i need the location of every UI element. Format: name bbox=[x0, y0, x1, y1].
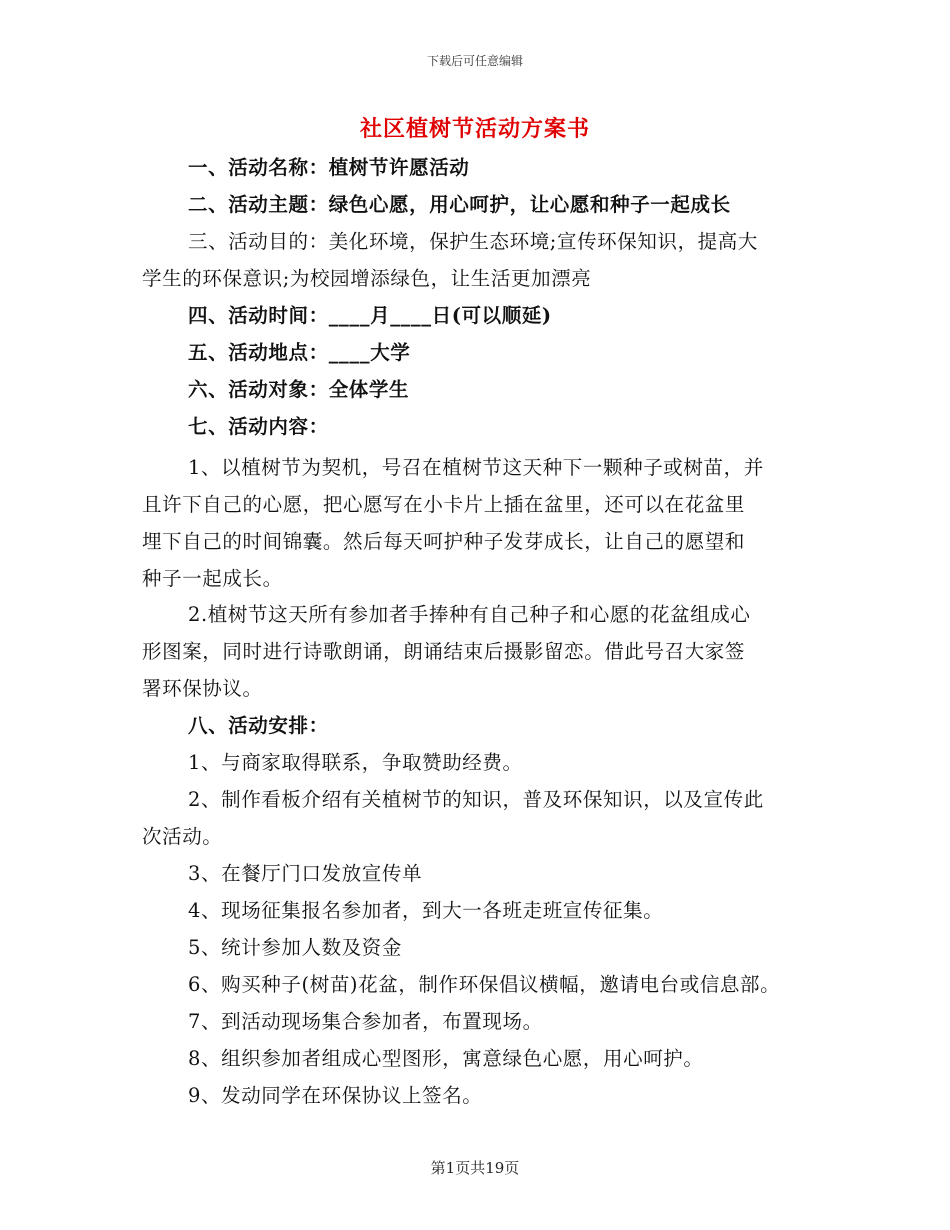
arrangement-step-4: 4、现场征集报名参加者，到大一各班走班宣传征集。 bbox=[188, 899, 664, 922]
arrangement-step-8: 8、组织参加者组成心型图形，寓意绿色心愿，用心呵护。 bbox=[188, 1047, 704, 1070]
document-title: 社区植树节活动方案书 bbox=[359, 116, 590, 142]
page-footer: 第1页共19页 bbox=[430, 1159, 520, 1177]
item-activity-time: 四、活动时间：____月____日(可以顺延) bbox=[188, 304, 552, 327]
arrangement-step-2: 2、制作看板介绍有关植树节的知识，普及环保知识，以及宣传此 bbox=[188, 788, 764, 811]
content-paragraph-1: 1、以植树节为契机，号召在植树节这天种下一颗种子或树苗，并 bbox=[188, 456, 764, 479]
item-activity-arrangement: 八、活动安排： bbox=[188, 714, 329, 737]
item-activity-content: 七、活动内容： bbox=[188, 415, 329, 438]
item-activity-theme: 二、活动主题：绿色心愿，用心呵护，让心愿和种子一起成长 bbox=[188, 193, 731, 216]
item-activity-name: 一、活动名称：植树节许愿活动 bbox=[188, 156, 470, 179]
content-paragraph-1-line-4: 种子一起成长。 bbox=[142, 567, 283, 590]
item-activity-purpose: 三、活动目的：美化环境，保护生态环境;宣传环保知识，提高大 bbox=[188, 230, 758, 253]
item-activity-place: 五、活动地点：____大学 bbox=[188, 341, 411, 364]
arrangement-step-2-cont: 次活动。 bbox=[142, 825, 223, 848]
arrangement-step-9: 9、发动同学在环保协议上签名。 bbox=[188, 1084, 483, 1107]
item-activity-target: 六、活动对象：全体学生 bbox=[188, 378, 410, 401]
content-paragraph-2-line-2: 形图案，同时进行诗歌朗诵，朗诵结束后摄影留恋。借此号召大家签 bbox=[142, 640, 746, 663]
content-paragraph-1-line-3: 埋下自己的时间锦囊。然后每天呵护种子发芽成长，让自己的愿望和 bbox=[142, 530, 746, 553]
item-activity-purpose-cont: 学生的环保意识;为校园增添绿色，让生活更加漂亮 bbox=[142, 267, 592, 290]
arrangement-step-3: 3、在餐厅门口发放宣传单 bbox=[188, 862, 423, 885]
content-paragraph-2-line-3: 署环保协议。 bbox=[142, 677, 263, 700]
arrangement-step-5: 5、统计参加人数及资金 bbox=[188, 936, 403, 959]
header-note: 下载后可任意编辑 bbox=[426, 54, 523, 68]
content-paragraph-1-line-2: 且许下自己的心愿，把心愿写在小卡片上插在盆里，还可以在花盆里 bbox=[142, 493, 746, 516]
content-paragraph-2: 2.植树节这天所有参加者手捧种有自己种子和心愿的花盆组成心 bbox=[188, 603, 751, 626]
arrangement-step-6: 6、购买种子(树苗)花盆，制作环保倡议横幅，邀请电台或信息部。 bbox=[188, 973, 781, 996]
arrangement-step-1: 1、与商家取得联系，争取赞助经费。 bbox=[188, 751, 523, 774]
arrangement-step-7: 7、到活动现场集合参加者，布置现场。 bbox=[188, 1010, 543, 1033]
